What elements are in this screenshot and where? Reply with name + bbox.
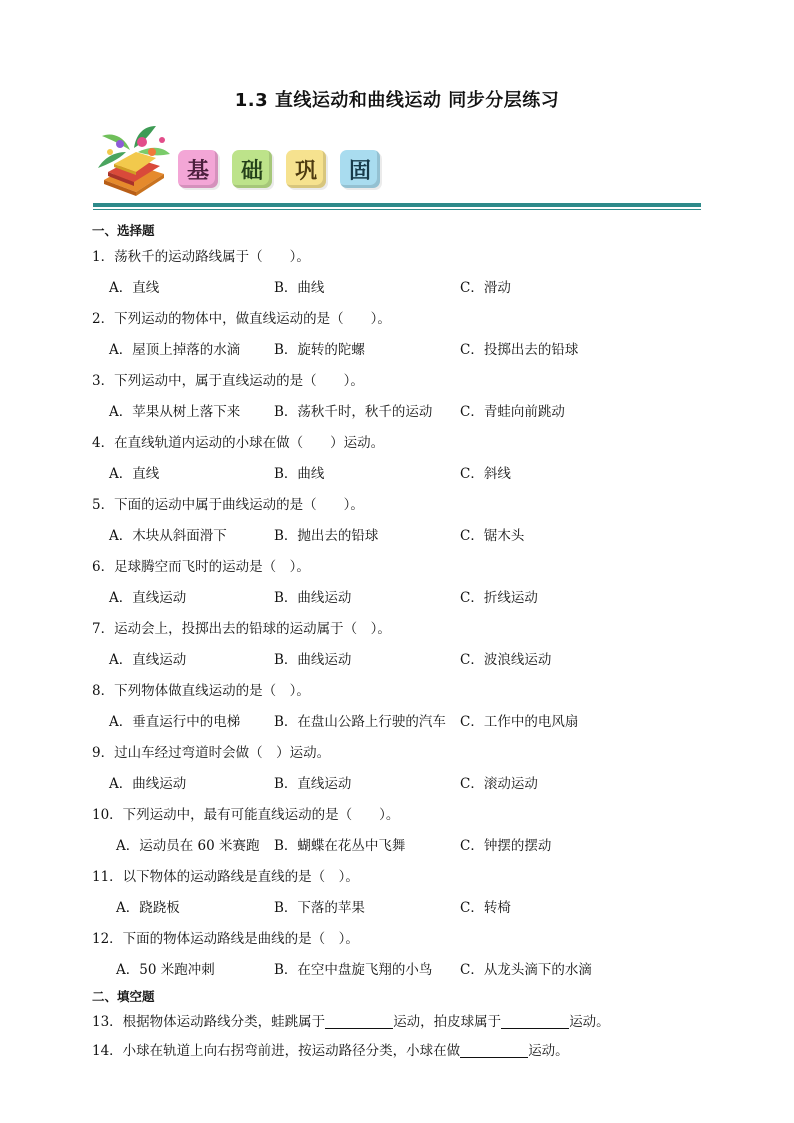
- answer-blank[interactable]: [325, 1012, 393, 1029]
- question-options: [92, 273, 712, 304]
- option-b: B．曲线运动: [274, 590, 352, 606]
- fill-text: 运动。: [528, 1043, 569, 1059]
- option-c: C．投掷出去的铅球: [460, 342, 579, 358]
- option-b: B．旋转的陀螺: [274, 342, 365, 358]
- section-heading-fill: 二、填空题: [92, 989, 155, 1004]
- question-stem: 5．下面的运动中属于曲线运动的是（ ）。: [92, 497, 364, 513]
- option-c: C．波浪线运动: [460, 652, 552, 668]
- header-divider-thin: [93, 209, 701, 210]
- question-stem: 3．下列运动中，属于直线运动的是（ ）。: [92, 373, 364, 389]
- fill-text: 运动，拍皮球属于: [393, 1014, 502, 1030]
- question-stem: 8．下列物体做直线运动的是（ ）。: [92, 683, 310, 699]
- option-c: C．工作中的电风扇: [460, 714, 579, 730]
- fill-question: [92, 1008, 712, 1037]
- question-stem: 12．下面的物体运动路线是曲线的是（ ）。: [92, 931, 359, 947]
- option-a: A．木块从斜面滑下: [109, 528, 227, 544]
- header-divider-thick: [93, 203, 701, 207]
- option-a: A．直线运动: [109, 590, 187, 606]
- question-options: [92, 955, 712, 986]
- question-stem: 7．运动会上，投掷出去的铅球的运动属于（ ）。: [92, 621, 391, 637]
- option-a: A．运动员在 60 米赛跑: [116, 838, 260, 854]
- option-c: C．滑动: [460, 280, 511, 296]
- option-a: A．曲线运动: [109, 776, 187, 792]
- option-c: C．转椅: [460, 900, 511, 916]
- option-c: C．折线运动: [460, 590, 538, 606]
- option-b: B．直线运动: [274, 776, 352, 792]
- question-options: [92, 521, 712, 552]
- option-b: B．在盘山公路上行驶的汽车: [274, 714, 446, 730]
- question-stem: 1．荡秋千的运动路线属于（ ）。: [92, 249, 310, 265]
- question-options: [92, 831, 712, 862]
- banner-char-1: 基: [178, 150, 218, 188]
- option-b: B．蝴蝶在花丛中飞舞: [274, 838, 406, 854]
- option-b: B．抛出去的铅球: [274, 528, 379, 544]
- question-options: [92, 335, 712, 366]
- option-b: B．下落的苹果: [274, 900, 365, 916]
- question-stem: 2．下列运动的物体中，做直线运动的是（ ）。: [92, 311, 391, 327]
- option-b: B．曲线运动: [274, 652, 352, 668]
- option-b: B．曲线: [274, 280, 325, 296]
- page-title: 1.3 直线运动和曲线运动 同步分层练习: [234, 90, 560, 111]
- question-stem: 9．过山车经过弯道时会做（ ）运动。: [92, 745, 331, 761]
- question-options: [92, 459, 712, 490]
- question-options: [92, 769, 712, 800]
- question-options: [92, 645, 712, 676]
- option-a: A．垂直运行中的电梯: [109, 714, 241, 730]
- option-a: A．跷跷板: [116, 900, 180, 916]
- option-c: C．青蛙向前跳动: [460, 404, 565, 420]
- question-stem: 4．在直线轨道内运动的小球在做（ ）运动。: [92, 435, 385, 451]
- option-c: C．钟摆的摆动: [460, 838, 552, 854]
- section-heading-choice: 一、选择题: [92, 223, 155, 238]
- option-a: A．50 米跑冲刺: [116, 962, 215, 978]
- option-a: A．屋顶上掉落的水滴: [109, 342, 241, 358]
- question-stem: 11．以下物体的运动路线是直线的是（ ）。: [92, 869, 359, 885]
- option-c: C．斜线: [460, 466, 511, 482]
- option-c: C．从龙头滴下的水滴: [460, 962, 592, 978]
- banner-char-2: 础: [232, 150, 272, 188]
- option-c: C．滚动运动: [460, 776, 538, 792]
- fill-text: 14．小球在轨道上向右拐弯前进，按运动路径分类，小球在做: [92, 1043, 461, 1059]
- option-b: B．在空中盘旋飞翔的小鸟: [274, 962, 433, 978]
- fill-question: [92, 1037, 712, 1066]
- worksheet-body: [92, 220, 712, 1066]
- question-options: [92, 893, 712, 924]
- question-stem: 10．下列运动中，最有可能直线运动的是（ ）。: [92, 807, 400, 823]
- banner-char-3: 巩: [286, 150, 326, 188]
- question-stem: 6．足球腾空而飞时的运动是（ ）。: [92, 559, 310, 575]
- fill-text: 13．根据物体运动路线分类，蛙跳属于: [92, 1014, 326, 1030]
- option-b: B．曲线: [274, 466, 325, 482]
- question-options: [92, 707, 712, 738]
- question-options: [92, 397, 712, 428]
- option-a: A．直线: [109, 466, 160, 482]
- option-a: A．直线: [109, 280, 160, 296]
- banner-char-4: 固: [340, 150, 380, 188]
- fill-text: 运动。: [569, 1014, 610, 1030]
- option-a: A．苹果从树上落下来: [109, 404, 241, 420]
- option-b: B．荡秋千时，秋千的运动: [274, 404, 433, 420]
- option-a: A．直线运动: [109, 652, 187, 668]
- question-options: [92, 583, 712, 614]
- option-c: C．锯木头: [460, 528, 525, 544]
- answer-blank[interactable]: [501, 1012, 569, 1029]
- answer-blank[interactable]: [460, 1041, 528, 1058]
